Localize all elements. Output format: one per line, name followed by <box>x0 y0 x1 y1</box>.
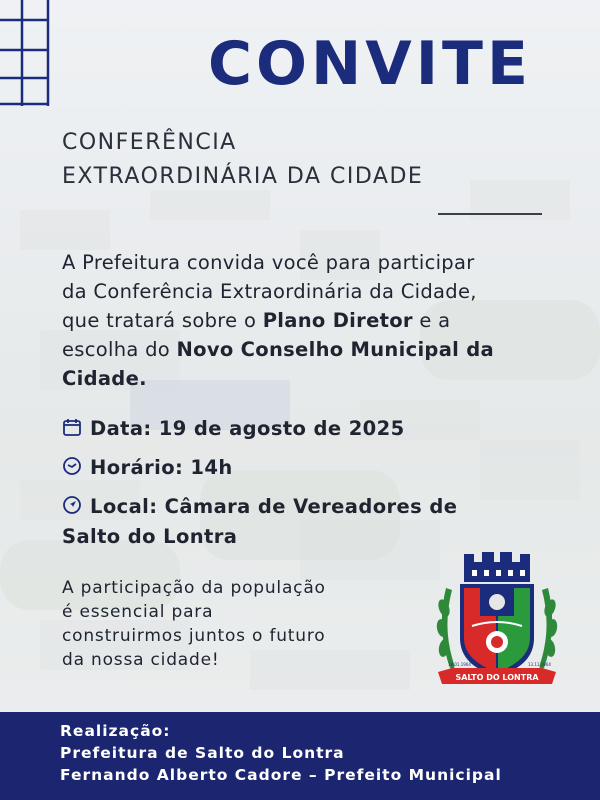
closing-line: da nossa cidade! <box>62 650 220 670</box>
intro-line: A Prefeitura convida você para participar <box>62 251 475 274</box>
ribbon-text: SALTO DO LONTRA <box>455 673 539 682</box>
intro-text: e a <box>412 309 451 332</box>
closing-line: A participação da população <box>62 578 326 598</box>
event-subtitle <box>62 126 423 194</box>
closing-line: é essencial para <box>62 602 214 622</box>
footer-organizer: Prefeitura de Salto do Lontra <box>60 744 345 762</box>
intro-line <box>62 306 582 335</box>
calendar-icon <box>62 417 82 437</box>
footer-mayor: Fernando Alberto Cadore – Prefeito Municipal <box>60 766 502 784</box>
closing-message <box>62 576 326 672</box>
footer-heading: Realização: <box>60 722 171 740</box>
event-time-text: Horário: 14h <box>90 456 233 479</box>
municipal-coat-of-arms <box>432 548 562 696</box>
intro-line <box>62 364 582 393</box>
subtitle-line: CONFERÊNCIA <box>62 130 237 155</box>
conselho-highlight: Cidade. <box>62 367 147 390</box>
closing-line: construirmos juntos o futuro <box>62 626 326 646</box>
clock-icon <box>62 456 82 476</box>
event-time <box>62 453 233 483</box>
subtitle-line: EXTRAORDINÁRIA DA CIDADE <box>62 164 424 189</box>
divider <box>438 213 542 215</box>
decorative-grid-lines <box>0 0 60 110</box>
event-location <box>62 492 457 552</box>
invitation-text <box>62 248 582 393</box>
event-location-text: Local: Câmara de Vereadores de <box>90 495 458 518</box>
intro-text: que tratará sobre o <box>62 309 263 332</box>
event-date <box>62 414 405 444</box>
location-pin-icon <box>62 495 82 515</box>
shield <box>460 584 534 676</box>
event-location-text: Salto do Lontra <box>62 525 238 548</box>
footer-credits <box>0 712 600 800</box>
conselho-highlight: Novo Conselho Municipal da <box>176 338 494 361</box>
intro-line <box>62 335 582 364</box>
event-date-text: Data: 19 de agosto de 2025 <box>90 417 405 440</box>
intro-text: escolha do <box>62 338 177 361</box>
intro-line: da Conferência Extraordinária da Cidade, <box>62 280 477 303</box>
ribbon-date-right: 13.11.1964 <box>528 662 551 667</box>
page-title: CONVITE <box>208 29 532 99</box>
ribbon-date-left: 18.01.1964 <box>448 662 471 667</box>
mural-crown <box>464 552 530 582</box>
plano-diretor-highlight: Plano Diretor <box>262 309 413 332</box>
